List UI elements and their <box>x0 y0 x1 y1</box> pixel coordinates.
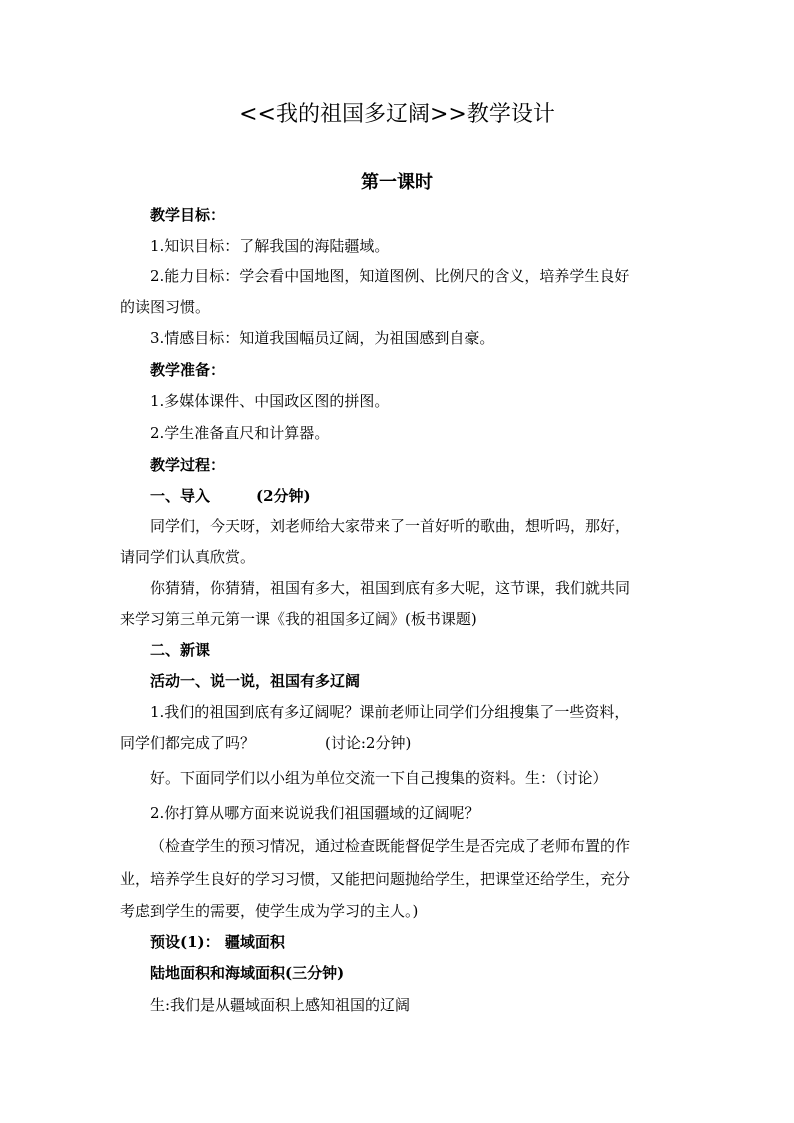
intro-paragraph-line-2: 请同学们认真欣赏。 <box>120 548 256 566</box>
student-response-line: 生:我们是从疆域面积上感知祖国的辽阔 <box>150 996 411 1014</box>
objective-knowledge: 1.知识目标：了解我国的海陆疆域。 <box>150 237 390 255</box>
lesson-subtitle: 第一课时 <box>361 172 433 193</box>
land-sea-area-heading: 陆地面积和海域面积(三分钟) <box>150 964 345 982</box>
step-intro-duration: (2分钟) <box>256 487 311 505</box>
note-line-1: （检查学生的预习情况，通过检查既能督促学生是否完成了老师布置的作 <box>150 837 631 855</box>
objective-ability-continued: 的读图习惯。 <box>120 298 211 316</box>
document-title: <<我的祖国多辽阔>>教学设计 <box>239 102 555 127</box>
note-line-2: 业，培养学生良好的学习习惯，又能把问题抛给学生，把课堂还给学生，充分 <box>120 870 631 888</box>
intro-paragraph2-line-1: 你猜猜，你猜猜，祖国有多大，祖国到底有多大呢，这节课，我们就共同 <box>150 579 631 597</box>
step-intro-label: 一、导入 <box>150 487 211 505</box>
step-new-lesson-heading: 二、新课 <box>150 641 211 659</box>
section-heading-process: 教学过程： <box>150 456 226 474</box>
activity-question-2: 2.你打算从哪方面来说说我们祖国疆域的辽阔呢？ <box>150 804 480 822</box>
note-line-3: 考虑到学生的需要，使学生成为学习的主人。) <box>120 902 419 920</box>
objective-emotion: 3.情感目标：知道我国幅员辽阔，为祖国感到自豪。 <box>150 329 495 347</box>
group-exchange-line: 好。下面同学们以小组为单位交流一下自己搜集的资料。生：（讨论） <box>150 769 608 787</box>
discussion-duration: (讨论:2分钟) <box>325 734 412 752</box>
preparation-item-2: 2.学生准备直尺和计算器。 <box>150 424 330 442</box>
activity-question-1-line-2 <box>120 733 668 753</box>
activity-question-1-line-1: 1.我们的祖国到底有多辽阔呢？课前老师让同学们分组搜集了一些资料， <box>150 703 630 721</box>
intro-paragraph2-line-2: 来学习第三单元第一课《我的祖国多辽阔》(板书课题) <box>120 610 477 628</box>
section-heading-objectives: 教学目标： <box>150 206 226 224</box>
preparation-item-1: 1.多媒体课件、中国政区图的拼图。 <box>150 392 390 410</box>
preset-1-heading: 预设(1)： 疆域面积 <box>150 933 285 951</box>
intro-paragraph-line-1: 同学们，今天呀，刘老师给大家带来了一首好听的歌曲，想听吗，那好， <box>150 517 631 535</box>
question-text: 同学们都完成了吗？ <box>120 734 256 752</box>
section-heading-preparation: 教学准备： <box>150 361 226 379</box>
objective-ability: 2.能力目标：学会看中国地图，知道图例、比例尺的含义，培养学生良好 <box>150 267 630 285</box>
activity-one-heading: 活动一、说一说，祖国有多辽阔 <box>150 672 361 690</box>
step-intro-heading <box>150 486 698 506</box>
